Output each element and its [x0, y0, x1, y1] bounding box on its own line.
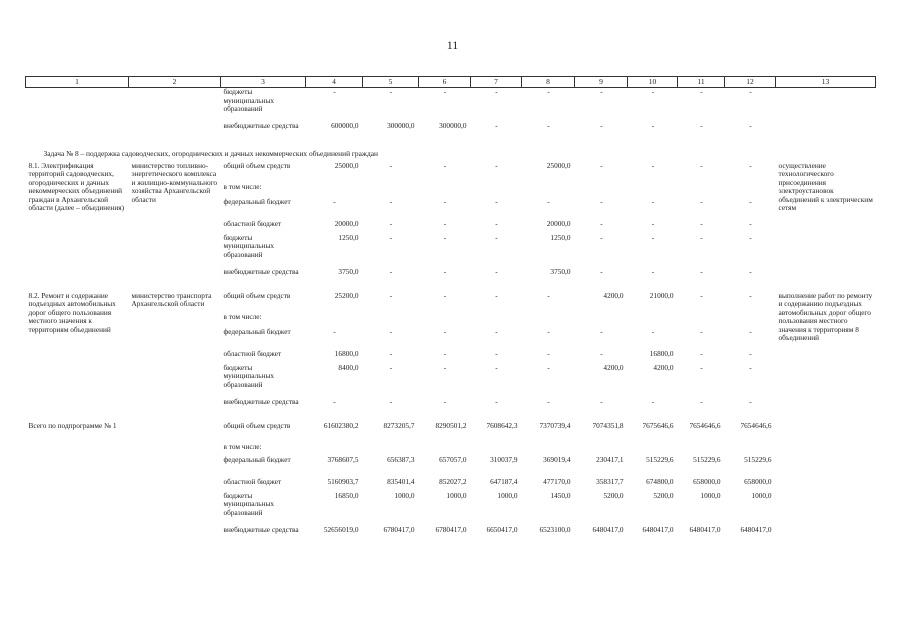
value-cell: 369019,4: [543, 455, 571, 464]
value-cell: -: [600, 327, 603, 336]
value-cell: [471, 183, 522, 198]
value-cell: 657057,0: [439, 455, 467, 464]
value-cell: -: [495, 219, 498, 228]
value-cell: 3750,0: [550, 267, 571, 276]
value-cell: -: [600, 349, 603, 358]
value-cell: -: [651, 219, 655, 228]
value-cell: -: [600, 233, 603, 242]
value-cell: 477170,0: [543, 477, 571, 486]
value-cell: 25000,0: [546, 161, 571, 170]
value-cell: -: [443, 363, 447, 372]
header-row: [26, 77, 876, 88]
value-cell: [628, 443, 678, 456]
header-cell: 3: [221, 77, 306, 88]
header-cell: 8: [522, 77, 575, 88]
value-cell: -: [749, 161, 752, 170]
value-cell: -: [443, 197, 447, 206]
value-cell: 7675646,6: [642, 421, 674, 430]
value-cell: -: [443, 233, 447, 242]
value-cell: 647187,4: [490, 477, 518, 486]
expected-result-cell: выполнение работ по ремонту и содержанию подъездных автомобильных дорог общего пользования местного значения к территориям 8 объединений: [778, 291, 873, 343]
value-cell: 1250,0: [338, 233, 359, 242]
value-cell: 3750,0: [338, 267, 359, 276]
activity-name-cell: [26, 122, 129, 146]
value-cell: -: [547, 397, 550, 406]
value-cell: 515229,6: [646, 455, 674, 464]
header-cell: 7: [471, 77, 522, 88]
value-cell: 52656019,0: [323, 525, 359, 534]
value-cell: -: [700, 161, 703, 170]
value-cell: -: [443, 267, 447, 276]
value-cell: -: [600, 397, 603, 406]
value-cell: 7074351,8: [592, 421, 624, 430]
value-cell: -: [389, 349, 393, 358]
value-cell: -: [443, 87, 447, 96]
value-cell: 6780417,0: [435, 525, 467, 534]
value-cell: -: [700, 219, 703, 228]
value-cell: [363, 313, 419, 328]
value-cell: [522, 183, 575, 198]
funding-source-cell: бюджеты муниципальных образований: [223, 233, 275, 259]
value-cell: 25200,0: [334, 291, 359, 300]
value-cell: 7654646,6: [740, 421, 772, 430]
value-cell: -: [443, 161, 447, 170]
value-cell: 358317,7: [596, 477, 624, 486]
value-cell: 1000,0: [751, 491, 772, 500]
value-cell: 6480417,0: [689, 525, 721, 534]
value-cell: 658000,0: [693, 477, 721, 486]
activity-name-cell: 8.1. Электрификация территорий садоводческих, огороднических и дачных некоммерческих объединений граждан в Архангельской области (далее – объединения): [28, 161, 125, 213]
value-cell: -: [700, 397, 703, 406]
value-cell: 6780417,0: [383, 525, 415, 534]
value-cell: [678, 443, 725, 456]
value-cell: [575, 313, 628, 328]
value-cell: -: [749, 349, 752, 358]
value-cell: [419, 183, 471, 198]
expected-result-cell: осуществление технологического присоединения электроустановок объединений к электрическим сетям: [778, 161, 873, 213]
expected-result-cell: [776, 88, 876, 122]
value-cell: [522, 313, 575, 328]
header-cell: 13: [776, 77, 876, 88]
value-cell: -: [651, 327, 655, 336]
value-cell: -: [389, 267, 393, 276]
value-cell: [363, 443, 419, 456]
value-cell: -: [651, 121, 655, 130]
funding-source-cell: общий объем средств: [223, 421, 291, 430]
value-cell: 4200,0: [653, 363, 674, 372]
value-cell: 1000,0: [497, 491, 518, 500]
value-cell: -: [749, 267, 752, 276]
table-row: [26, 122, 876, 146]
value-cell: 8400,0: [338, 363, 359, 372]
funding-source-cell: в том числе:: [223, 312, 262, 321]
activity-name-cell: Всего по подпрограмме № 1: [28, 421, 117, 430]
value-cell: 230417,1: [596, 455, 624, 464]
value-cell: -: [749, 291, 752, 300]
value-cell: 7654646,6: [689, 421, 721, 430]
value-cell: -: [389, 197, 393, 206]
value-cell: -: [600, 219, 603, 228]
value-cell: -: [600, 161, 603, 170]
value-cell: [419, 313, 471, 328]
executor-cell: [129, 122, 221, 146]
header-cell: 11: [678, 77, 725, 88]
value-cell: -: [443, 397, 447, 406]
value-cell: 4200,0: [603, 363, 624, 372]
value-cell: 16850,0: [334, 491, 359, 500]
expected-result-cell: [776, 122, 876, 146]
value-cell: -: [495, 349, 498, 358]
funding-source-cell: областной бюджет: [223, 219, 282, 228]
value-cell: -: [700, 233, 703, 242]
value-cell: -: [495, 363, 498, 372]
value-cell: 656387,3: [387, 455, 415, 464]
value-cell: -: [749, 219, 752, 228]
value-cell: -: [651, 267, 655, 276]
value-cell: [575, 183, 628, 198]
value-cell: -: [547, 87, 550, 96]
value-cell: -: [495, 291, 498, 300]
table-row: [26, 162, 876, 183]
value-cell: 5160903,7: [327, 477, 359, 486]
task-title: Задача № 8 – поддержка садоводческих, огороднических и дачных некоммерческих объединений граждан: [43, 148, 379, 158]
value-cell: -: [749, 197, 752, 206]
value-cell: 21000,0: [649, 291, 674, 300]
value-cell: -: [651, 197, 655, 206]
expected-result-cell: [776, 422, 876, 550]
value-cell: 4200,0: [603, 291, 624, 300]
value-cell: [419, 443, 471, 456]
table-row: [26, 422, 876, 443]
header-cell: 4: [306, 77, 363, 88]
funding-source-cell: в том числе:: [223, 442, 262, 451]
value-cell: -: [333, 87, 336, 96]
value-cell: 300000,0: [439, 121, 467, 130]
value-cell: [628, 313, 678, 328]
value-cell: -: [495, 121, 498, 130]
value-cell: 6480417,0: [592, 525, 624, 534]
header-cell: 9: [575, 77, 628, 88]
value-cell: -: [389, 291, 393, 300]
value-cell: -: [547, 363, 550, 372]
budget-table: [25, 76, 876, 550]
value-cell: -: [495, 161, 498, 170]
value-cell: -: [333, 397, 336, 406]
value-cell: -: [495, 87, 498, 96]
value-cell: -: [600, 87, 603, 96]
value-cell: [306, 443, 363, 456]
table-row: [26, 292, 876, 313]
value-cell: -: [749, 87, 752, 96]
value-cell: -: [443, 219, 447, 228]
value-cell: [363, 183, 419, 198]
value-cell: 1000,0: [394, 491, 415, 500]
value-cell: -: [495, 197, 498, 206]
value-cell: [471, 443, 522, 456]
value-cell: 5200,0: [603, 491, 624, 500]
value-cell: [678, 313, 725, 328]
funding-source-cell: внебюджетные средства: [223, 267, 299, 276]
value-cell: 16800,0: [334, 349, 359, 358]
value-cell: -: [495, 327, 498, 336]
funding-source-cell: внебюджетные средства: [223, 397, 299, 406]
value-cell: 1000,0: [700, 491, 721, 500]
value-cell: [725, 313, 776, 328]
funding-source-cell: федеральный бюджет: [223, 197, 291, 206]
table-row: [26, 88, 876, 122]
value-cell: -: [749, 397, 752, 406]
funding-source-cell: внебюджетные средства: [223, 525, 299, 534]
value-cell: 1000,0: [446, 491, 467, 500]
value-cell: 6650417,0: [486, 525, 518, 534]
value-cell: -: [651, 161, 655, 170]
value-cell: [678, 183, 725, 198]
value-cell: -: [651, 233, 655, 242]
value-cell: 852027,2: [439, 477, 467, 486]
value-cell: -: [700, 267, 703, 276]
value-cell: 5200,0: [653, 491, 674, 500]
value-cell: [471, 313, 522, 328]
funding-source-cell: внебюджетные средства: [223, 121, 299, 130]
value-cell: -: [547, 197, 550, 206]
value-cell: -: [389, 161, 393, 170]
value-cell: -: [495, 397, 498, 406]
value-cell: -: [333, 327, 336, 336]
table-body: [26, 88, 876, 550]
value-cell: [725, 183, 776, 198]
value-cell: -: [389, 327, 393, 336]
value-cell: -: [389, 233, 393, 242]
value-cell: [725, 443, 776, 456]
value-cell: -: [600, 121, 603, 130]
value-cell: 20000,0: [334, 219, 359, 228]
value-cell: 6523100,0: [539, 525, 571, 534]
funding-source-cell: федеральный бюджет: [223, 327, 291, 336]
value-cell: [306, 183, 363, 198]
value-cell: -: [700, 327, 703, 336]
activity-name-cell: [26, 88, 129, 122]
value-cell: 658000,0: [744, 477, 772, 486]
value-cell: [628, 183, 678, 198]
header-cell: 1: [26, 77, 129, 88]
value-cell: -: [547, 121, 550, 130]
value-cell: [522, 443, 575, 456]
value-cell: -: [749, 327, 752, 336]
value-cell: -: [700, 87, 703, 96]
value-cell: -: [600, 197, 603, 206]
funding-source-cell: бюджеты муниципальных образований: [223, 491, 275, 517]
funding-source-cell: федеральный бюджет: [223, 455, 291, 464]
header-cell: 5: [363, 77, 419, 88]
executor-cell: министерство транспорта Архангельской области: [131, 291, 212, 309]
value-cell: -: [333, 197, 336, 206]
activity-name-cell: 8.2. Ремонт и содержание подъездных автомобильных дорог общего пользования местного значения к территориям объединений: [28, 291, 116, 334]
header-cell: 6: [419, 77, 471, 88]
executor-cell: министерство топливно-энергетического комплекса и жилищно-коммунального хозяйства Архангельской области: [131, 161, 218, 204]
value-cell: -: [700, 349, 703, 358]
value-cell: -: [749, 233, 752, 242]
value-cell: 515229,6: [693, 455, 721, 464]
value-cell: -: [651, 397, 655, 406]
header-cell: 2: [129, 77, 221, 88]
value-cell: 310037,9: [490, 455, 518, 464]
value-cell: -: [443, 291, 447, 300]
value-cell: -: [547, 349, 550, 358]
funding-source-cell: в том числе:: [223, 182, 262, 191]
header-cell: 10: [628, 77, 678, 88]
value-cell: 835401,4: [387, 477, 415, 486]
value-cell: -: [700, 197, 703, 206]
page-number: 11: [446, 38, 459, 52]
executor-cell: [129, 88, 221, 122]
value-cell: -: [749, 363, 752, 372]
value-cell: -: [651, 87, 655, 96]
value-cell: 3768607,5: [327, 455, 359, 464]
value-cell: -: [700, 291, 703, 300]
value-cell: 6480417,0: [642, 525, 674, 534]
value-cell: 1250,0: [550, 233, 571, 242]
value-cell: -: [495, 267, 498, 276]
value-cell: -: [389, 87, 393, 96]
value-cell: 8273205,7: [383, 421, 415, 430]
funding-source-cell: общий объем средств: [223, 291, 291, 300]
executor-cell: [129, 422, 221, 550]
value-cell: 61602380,2: [323, 421, 359, 430]
value-cell: -: [749, 121, 752, 130]
value-cell: -: [547, 327, 550, 336]
value-cell: [575, 443, 628, 456]
value-cell: 6480417,0: [740, 525, 772, 534]
value-cell: 7608642,3: [486, 421, 518, 430]
value-cell: 8290501,2: [435, 421, 467, 430]
funding-source-cell: общий объем средств: [223, 161, 291, 170]
value-cell: -: [700, 363, 703, 372]
value-cell: 25000,0: [334, 161, 359, 170]
value-cell: 600000,0: [331, 121, 359, 130]
value-cell: 20000,0: [546, 219, 571, 228]
funding-source-cell: областной бюджет: [223, 349, 282, 358]
value-cell: -: [389, 397, 393, 406]
value-cell: -: [443, 327, 447, 336]
value-cell: [306, 313, 363, 328]
value-cell: -: [389, 219, 393, 228]
value-cell: 674800,0: [646, 477, 674, 486]
value-cell: 515229,6: [744, 455, 772, 464]
value-cell: 7370739,4: [539, 421, 571, 430]
funding-source-cell: бюджеты муниципальных образований: [223, 363, 275, 389]
value-cell: 16800,0: [649, 349, 674, 358]
header-cell: 12: [725, 77, 776, 88]
value-cell: 300000,0: [387, 121, 415, 130]
value-cell: -: [700, 121, 703, 130]
value-cell: 1450,0: [550, 491, 571, 500]
task-row: [26, 146, 876, 162]
funding-source-cell: бюджеты муниципальных образований: [223, 87, 275, 114]
value-cell: -: [600, 267, 603, 276]
value-cell: -: [495, 233, 498, 242]
value-cell: -: [443, 349, 447, 358]
value-cell: -: [389, 363, 393, 372]
value-cell: -: [547, 291, 550, 300]
funding-source-cell: областной бюджет: [223, 477, 282, 486]
